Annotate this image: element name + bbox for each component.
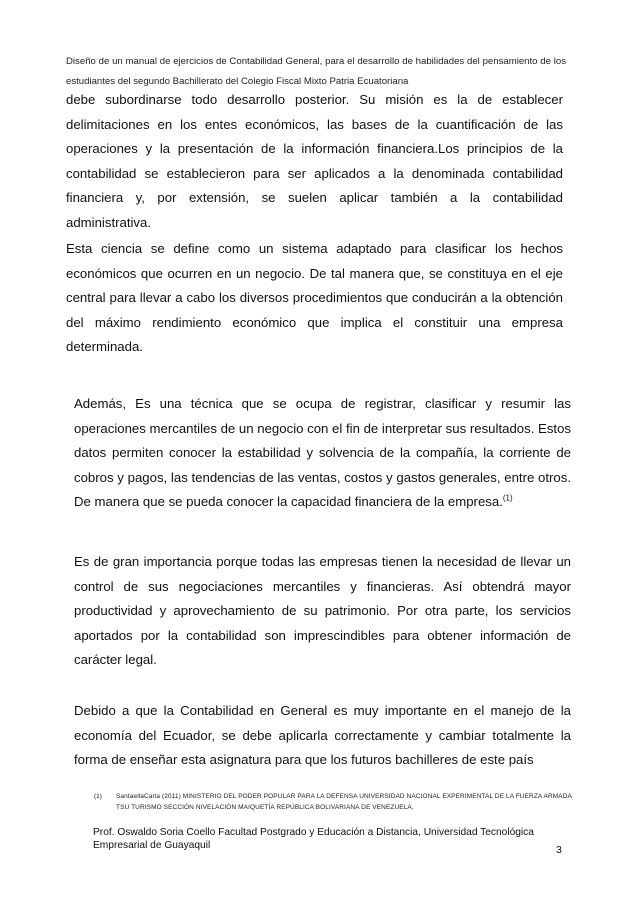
running-header (66, 52, 566, 92)
citation-marker: (1) (502, 493, 513, 503)
page-footer: Prof. Oswaldo Soria Coello Facultad Postgrado y Educación a Distancia, Universidad Tecnológica Empresarial de Guayaquil (93, 827, 534, 851)
body-paragraph-3-text: Además, Es una técnica que se ocupa de registrar, clasificar y resumir las operaciones mercantiles de un negocio con el fin de interpretar sus resultados. Estos datos permiten conocer la estabilidad y solvencia de la compañía, la corriente de cobros y pagos, las tendencias de las ventas, costos y gastos generales, entre otros. De manera que se pueda conocer la capacidad financiera de la empresa. (74, 396, 572, 509)
footnote-number: (1) (94, 793, 102, 800)
page-number: 3 (556, 844, 562, 856)
running-header-line-2: estudiantes del segundo Bachillerato del Colegio Fiscal Mixto Patria Ecuatoriana (66, 76, 409, 87)
body-paragraph-3 (74, 392, 571, 515)
footnote-text: SantaellaCarla (2011) MINISTERIO DEL PODER POPULAR PARA LA DEFENSA UNIVERSIDAD NACIONAL EXPERIMENTAL DE LA FUERZA ARMADA TSU TURISMO SECCIÓN NIVELACIÓN MAIQUETÍA REPÚBLICA BOLIVARIANA DE VENEZUELA, (116, 793, 572, 811)
running-header-line-1: Diseño de un manual de ejercicios de Contabilidad General, para el desarrollo de habilidades del pensamiento de los (66, 56, 566, 67)
body-paragraph-5: Debido a que la Contabilidad en General es muy importante en el manejo de la economía del Ecuador, se debe aplicarla correctamente y cambiar totalmente la forma de enseñar esta asignatura para que los futuros bachilleres de este país (74, 703, 571, 767)
body-paragraph-1: debe subordinarse todo desarrollo posterior. Su misión es la de establecer delimitaciones en los entes económicos, las bases de la cuantificación de las operaciones y la presentación de la información financiera.Los principios de la contabilidad se establecieron para ser aplicados a la denominada contabilidad financiera y, por extensión, se suelen aplicar también a la contabilidad administrativa. (66, 92, 563, 230)
body-paragraph-2: Esta ciencia se define como un sistema adaptado para clasificar los hechos económicos que ocurren en un negocio. De tal manera que, se constituya en el eje central para llevar a cabo los diversos procedimientos que conducirán a la obtención del máximo rendimiento económico que implica el constituir una empresa determinada. (66, 241, 563, 354)
body-paragraph-4: Es de gran importancia porque todas las empresas tienen la necesidad de llevar un control de sus negociaciones mercantiles y financieras. Así obtendrá mayor productividad y aprovechamiento de su patrimonio. Por otra parte, los servicios aportados por la contabilidad son imprescindibles para obtener información de carácter legal. (74, 554, 571, 667)
